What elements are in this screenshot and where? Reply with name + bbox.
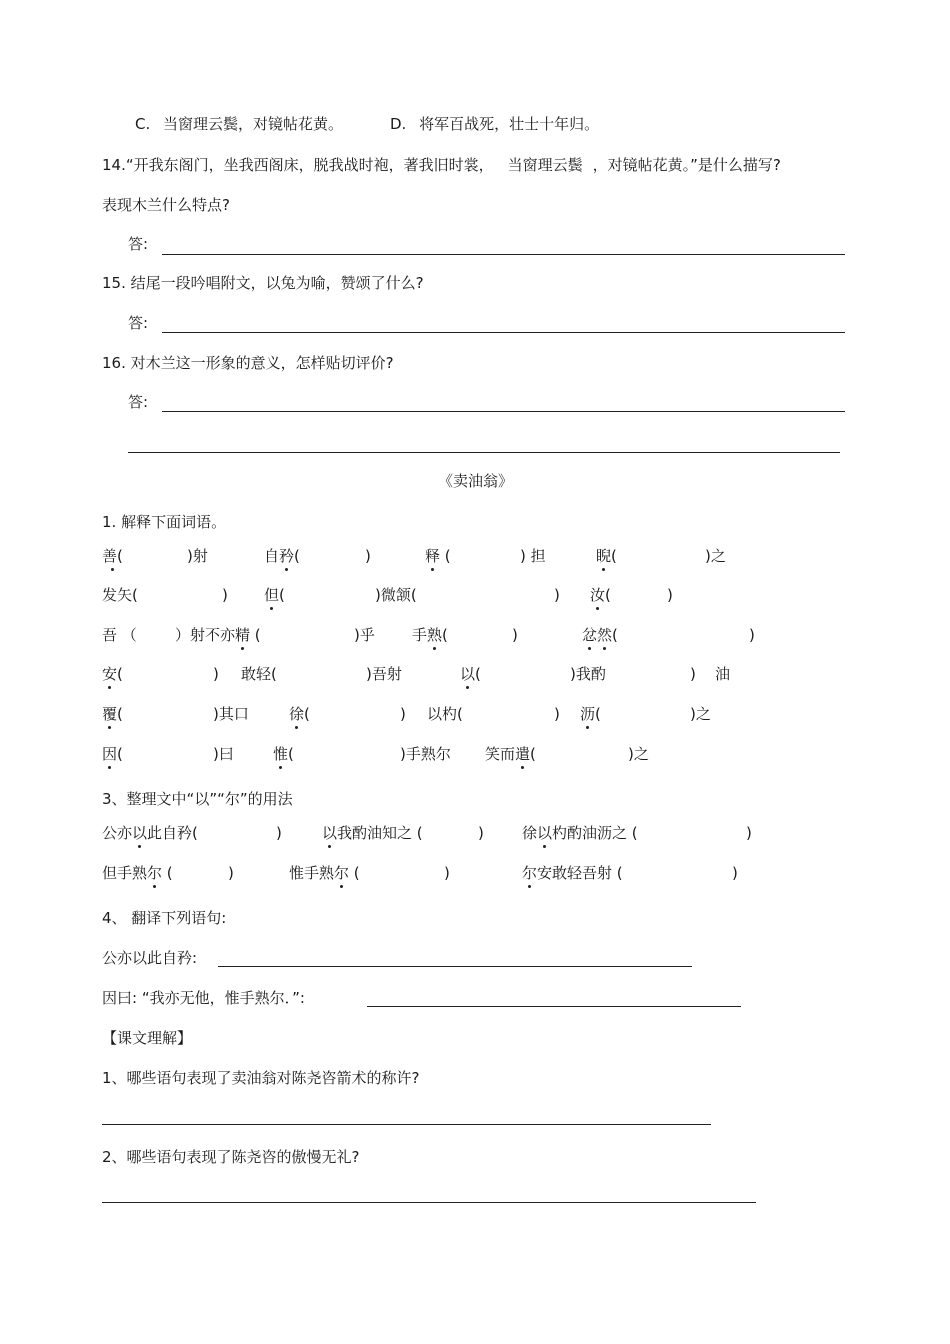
vocab-row4-c0-b: (: [117, 665, 123, 683]
vocab-row5-c4-a: 以杓: [427, 705, 458, 723]
usage-row2-c4-b: 安敢轻吾射 (: [537, 864, 623, 882]
vocab-row5-c7: )之: [690, 705, 711, 723]
usage-row2-c3: ): [444, 864, 450, 882]
usage-row1-c4-a: 徐: [522, 824, 538, 842]
understanding-answer-line-1[interactable]: [102, 1124, 711, 1125]
vocab-row5-c0-a: 覆: [102, 705, 118, 723]
q16-answer-line[interactable]: [162, 411, 845, 412]
vocab-row6-c2-b: (: [288, 745, 294, 763]
vocab-row2-c2-a: 但: [264, 586, 280, 604]
vocab-row4-c7: 油: [715, 665, 731, 683]
option-d-label: D.: [390, 115, 407, 133]
vocab-row6-c0: [102, 744, 123, 764]
vocab-row2-c1: ): [222, 586, 228, 604]
usage-row2-c1: ): [228, 864, 234, 882]
vocab-row6-c4-a: 笑而: [485, 745, 516, 763]
q14-text-c: ，对镜帖花黄。”是什么描写?: [592, 156, 781, 174]
vocab-row6-c5: )之: [628, 745, 649, 763]
vocab-row3-c5-a: 忿: [582, 626, 598, 644]
vocab-row3-c3-a: 手: [412, 626, 428, 644]
usage-row2-c2-b: 尔: [334, 864, 350, 882]
vocab-row5-c1: )其口: [213, 705, 249, 723]
usage-row1-c0-a: 公亦: [102, 824, 133, 842]
usage-row1-c0-c: 此自矜(: [147, 824, 198, 842]
question-15: 15. 结尾一段吟唱附文，以兔为喻，赞颂了什么?: [102, 274, 424, 292]
q16-answer-label: 答:: [128, 393, 149, 411]
vocab-row2-c5-a: 汝: [590, 586, 606, 604]
usage-row2-c0-b: 尔: [147, 864, 163, 882]
vocab-row3-c1-c: (: [250, 626, 261, 644]
usage-row1-c5: ): [746, 824, 752, 842]
vocab-row5-c6-b: (: [595, 705, 601, 723]
vocab-row1-c1: )射: [187, 547, 208, 565]
option-d-text: 将军百战死，壮士十年归。: [419, 115, 600, 133]
vocab-row4-c5: )我酌: [570, 665, 606, 683]
vocab-row4-c4-a: 以: [460, 665, 476, 683]
vocab-row1-c0: 善(: [102, 547, 123, 565]
vocab-row3-c4: ): [512, 626, 518, 644]
vocab-row1-c2-b: 矜: [279, 547, 295, 565]
usage-row2-c0-a: 但手熟: [102, 864, 148, 882]
vocab-row4-c2-b: (: [271, 665, 277, 683]
vocab-row3-c1: [175, 625, 261, 645]
vocab-row3-c0: 吾 （: [102, 626, 137, 644]
translate-answer-line-1[interactable]: [218, 966, 692, 967]
question-14: [102, 155, 781, 175]
usage-row2-c0-c: (: [162, 864, 173, 882]
option-c-label: C.: [135, 115, 151, 133]
vocab-row4-c1: ): [213, 665, 219, 683]
usage-row1-c2-b: 我酌油知之 (: [337, 824, 423, 842]
vocab-row6-c2: [273, 744, 294, 764]
vocab-row1-c2: [264, 546, 300, 566]
vocab-row3-c5: [582, 625, 618, 645]
vocab-row2-c4: ): [554, 586, 560, 604]
vocab-row5-c2-b: (: [304, 705, 310, 723]
vocab-row4-c6: ): [690, 665, 696, 683]
part4-heading: 4、 翻译下列语句:: [102, 909, 227, 927]
q15-answer-line[interactable]: [162, 332, 845, 333]
vocab-row4-c3: )吾射: [366, 665, 402, 683]
understanding-answer-line-2[interactable]: [102, 1202, 756, 1203]
vocab-row1-c4-b: (: [440, 547, 451, 565]
usage-row2-c4: [522, 863, 623, 883]
usage-row1-c4-b: 以: [537, 824, 553, 842]
usage-row1-c2-a: 以: [322, 824, 338, 842]
usage-row1-c2: [322, 823, 423, 843]
vocab-row3-c6: ): [749, 626, 755, 644]
usage-row2-c0: [102, 863, 173, 883]
usage-row1-c4-c: 杓酌油沥之 (: [552, 824, 638, 842]
vocab-row5-c0: [102, 704, 123, 724]
vocab-row1-c3: ): [365, 547, 371, 565]
usage-row1-c0-b: 以: [132, 824, 148, 842]
vocab-row6-c4-c: (: [530, 745, 536, 763]
usage-row1-c3: ): [478, 824, 484, 842]
vocab-row3-c3-c: (: [442, 626, 448, 644]
option-d: [390, 114, 599, 134]
vocab-row2-c0: 发矢(: [102, 586, 138, 604]
vocab-row1-c5: ) 担: [520, 547, 546, 565]
translate-answer-line-2[interactable]: [367, 1006, 741, 1007]
usage-row2-c4-a: 尔: [522, 864, 538, 882]
q14-answer-label: 答:: [128, 235, 149, 253]
vocab-row1-c2-a: 自: [264, 547, 280, 565]
vocab-row4-c4: [460, 664, 481, 684]
vocab-row6-c2-a: 惟: [273, 745, 289, 763]
part3-heading: 3、整理文中“以”“尔”的用法: [102, 790, 293, 808]
vocab-row3-c1-a: ）射不亦: [175, 626, 236, 644]
vocab-row4-c2-a: 敢轻: [241, 665, 272, 683]
vocab-row6-c0-b: (: [117, 745, 123, 763]
option-c: [135, 114, 343, 134]
section-title: 《卖油翁》: [438, 472, 514, 490]
vocab-row4-c2: [241, 664, 277, 684]
translate-sentence-1: 公亦以此自矜:: [102, 949, 198, 967]
vocab-row5-c4-b: (: [457, 705, 463, 723]
vocab-row2-c3: )微颔(: [375, 586, 417, 604]
vocab-row1-c4-a: 释: [425, 547, 441, 565]
vocab-row3-c5-b: 然: [597, 626, 613, 644]
vocab-row5-c6-a: 沥: [580, 705, 596, 723]
vocab-row1-c4: [425, 546, 451, 566]
usage-row1-c0: [102, 823, 198, 843]
q14-text-a: 14.“开我东阁门，坐我西阁床，脱我战时袍，著我旧时裳，: [102, 156, 494, 174]
vocab-row4-c0-a: 安: [102, 665, 118, 683]
vocab-row1-c7: )之: [705, 547, 726, 565]
vocab-row5-c2-a: 徐: [289, 705, 305, 723]
vocab-row3-c5-c: (: [612, 626, 618, 644]
usage-row2-c2-a: 惟手熟: [289, 864, 335, 882]
q16-answer-line-2[interactable]: [128, 452, 840, 453]
vocab-row6-c0-a: 因: [102, 745, 118, 763]
question-16: 16. 对木兰这一形象的意义，怎样贴切评价?: [102, 354, 394, 372]
usage-row1-c1: ): [276, 824, 282, 842]
option-c-text: 当窗理云鬓，对镜帖花黄。: [163, 115, 344, 133]
vocab-row2-c5-b: (: [605, 586, 611, 604]
usage-row2-c2-c: (: [349, 864, 360, 882]
vocab-row6-c3: )手熟尔: [400, 745, 451, 763]
vocab-row1-c2-c: (: [294, 547, 300, 565]
vocab-row3-c3-b: 熟: [427, 626, 443, 644]
understanding-q2: 2、哪些语句表现了陈尧咨的傲慢无礼?: [102, 1148, 360, 1166]
vocab-row4-c4-b: (: [475, 665, 481, 683]
vocab-row5-c0-b: (: [117, 705, 123, 723]
vocab-row2-c5: [590, 585, 611, 605]
usage-row2-c2: [289, 863, 360, 883]
vocab-row2-c2-b: (: [279, 586, 285, 604]
understanding-heading: 【课文理解】: [102, 1029, 193, 1047]
part1-heading: 1. 解释下面词语。: [102, 513, 227, 531]
vocab-row1-c6-a: 睨: [596, 547, 612, 565]
vocab-row6-c4-b: 遣: [515, 745, 531, 763]
usage-row2-c5: ): [732, 864, 738, 882]
vocab-row6-c1: )曰: [213, 745, 234, 763]
q15-answer-label: 答:: [128, 314, 149, 332]
vocab-row5-c2: [289, 704, 310, 724]
usage-row1-c4: [522, 823, 638, 843]
q14-text-b: 当窗理云鬓: [507, 156, 583, 174]
vocab-row3-c1-b: 精: [235, 626, 251, 644]
translate-sentence-2: 因曰: “我亦无他，惟手熟尔．”:: [102, 989, 305, 1007]
vocab-row4-c0: [102, 664, 123, 684]
vocab-row1-c6-b: (: [611, 547, 617, 565]
vocab-row2-c6: ): [667, 586, 673, 604]
vocab-row5-c6: [580, 704, 601, 724]
vocab-row2-c2: [264, 585, 285, 605]
q14-line2: 表现木兰什么特点?: [102, 196, 230, 214]
vocab-row3-c3: [412, 625, 448, 645]
vocab-row5-c3: ): [400, 705, 406, 723]
vocab-row5-c5: ): [554, 705, 560, 723]
understanding-q1: 1、哪些语句表现了卖油翁对陈尧咨箭术的称许?: [102, 1069, 420, 1087]
q14-answer-line[interactable]: [162, 254, 845, 255]
vocab-row6-c4: [485, 744, 536, 764]
vocab-row1-c6: [596, 546, 617, 566]
vocab-row5-c4: [427, 704, 463, 724]
vocab-row3-c2: )乎: [354, 626, 375, 644]
